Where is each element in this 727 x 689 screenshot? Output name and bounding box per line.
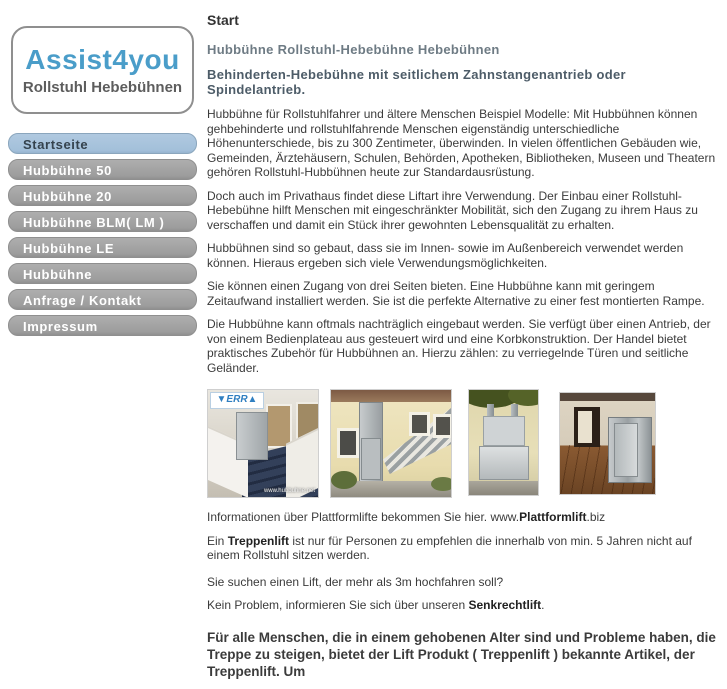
treppenlift-suffix: ist nur für Personen zu empfehlen die innerhalb von min. 5 Jahren nicht auf einem Rollstuhl sitzen werden. — [207, 533, 692, 562]
sidebar-item-anfrage-kontakt[interactable]: Anfrage / Kontakt — [8, 289, 197, 310]
treppenlift-prefix: Ein — [207, 533, 228, 548]
paragraph-antrieb: Die Hubbühne kann oftmals nachträglich eingebaut werden. Sie verfügt über einen Antrieb, der von einem Bedienplateau aus gesteuert wird und eine Korbkonstruktion. Der Handel bietet praktisches Zubehör für Hubbühnen an. Hierzu zählen: zu verriegelnde Türen und seitliche Geländer. — [207, 317, 711, 375]
sidebar-item-hubbuehne[interactable]: Hubbühne — [8, 263, 197, 284]
main-content — [207, 6, 720, 689]
sidebar-item-hubbuehne-20[interactable]: Hubbühne 20 — [8, 185, 197, 206]
info-prefix: Informationen über Plattformlifte bekommen Sie hier. www. — [207, 510, 520, 524]
site-logo[interactable] — [11, 26, 194, 114]
page-title: Start — [207, 12, 239, 28]
photo2-roof — [331, 390, 452, 402]
lift-question-line: Sie suchen einen Lift, der mehr als 3m hochfahren soll? — [207, 574, 504, 589]
senkrecht-suffix: . — [541, 598, 545, 612]
photo3-platform-box — [479, 446, 529, 480]
sidebar-item-hubbuehne-blm[interactable]: Hubbühne BLM( LM ) — [8, 211, 197, 232]
photo3-ground — [469, 481, 539, 495]
photo-outdoor-lift-staircase — [330, 389, 452, 498]
photo2-lift-gate — [361, 438, 381, 480]
treppenlift-link[interactable]: Treppenlift — [227, 533, 290, 548]
footer-bold-paragraph: Für alle Menschen, die in einem gehobenen Alter sind und Probleme haben, die Treppe zu steigen, bietet der Lift Produkt ( Treppenlift ) bekannte Artikel, der Treppenlift. Um — [207, 629, 716, 679]
sidebar-item-startseite[interactable]: Startseite — [8, 133, 197, 154]
photo2-bush — [331, 471, 357, 489]
paragraph-privathaus: Doch auch im Privathaus findet diese Liftart ihre Verwendung. Der Einbau einer Rollstuhl-Hebebühne hilft Menschen mit eingeschränkter Mobilität, sich den Zugang zu ihrem Haus zu verschaffen und damit ein Stück ihrer gewohnten Lebensqualität zu erhalten. — [207, 188, 698, 232]
photo2-bush — [431, 477, 452, 491]
sidebar — [8, 26, 197, 341]
sidebar-item-hubbuehne-50[interactable]: Hubbühne 50 — [8, 159, 197, 180]
paragraph-innen-aussen: Hubbühnen sind so gebaut, dass sie im Innen- sowie im Außenbereich verwendet werden können. Hieraus ergeben sich viele Verwendungsmöglichkeiten. — [207, 241, 684, 270]
photo-outdoor-lift-wall — [468, 389, 539, 496]
senkrechtlift-line — [207, 598, 720, 613]
info-suffix: .biz — [586, 510, 606, 524]
senkrechtlift-link[interactable]: Senkrechtlift — [468, 598, 542, 612]
senkrecht-prefix: Kein Problem, informieren Sie sich über unseren — [207, 598, 469, 612]
treppenlift-line — [207, 534, 720, 563]
paragraph-zugang: Sie können einen Zugang von drei Seiten bieten. Eine Hubbühne kann mit geringem Zeitaufwand installiert werden. Sie ist die perfekte Alternative zu einer fest montierten Rampe. — [207, 279, 705, 308]
subtitle-heading: Hubbühne Rollstuhl-Hebebühne Hebebühnen — [207, 42, 500, 57]
accent-heading: Behinderten-Hebebühne mit seitlichem Zahnstangenantrieb oder Spindelantrieb. — [207, 67, 626, 97]
sidebar-item-impressum[interactable]: Impressum — [8, 315, 197, 336]
paragraph-intro: Hubbühne für Rollstuhlfahrer und ältere Menschen Beispiel Modelle: Mit Hubbühnen können gehbehinderte und rollstuhlfahrende Menschen eigenständig unterschiedliche Höhenunterschiede, bis zu 300 Zentimeter, überwinden. In vielen öffentlichen Gebäuden wie, Gemeinden, Ärztehäusern, Schulen, Behörden, Apotheken, Bibliotheken, Museen und Theatern gehören Rollstuhl-Hubbühnen heute zur Standardausrüstung. — [207, 107, 716, 179]
photo4-lift-door — [614, 423, 638, 477]
plattformlift-link[interactable]: Plattformlift — [519, 510, 587, 524]
photo2-window — [409, 412, 430, 436]
plattformlift-info-line — [207, 510, 720, 525]
photo-indoor-lift-stairs — [207, 389, 319, 498]
photo4-lit-room — [578, 411, 592, 443]
logo-subtitle: Rollstuhl Hebebühnen — [22, 78, 183, 96]
photo3-panel — [483, 416, 525, 446]
photo-indoor-lift-wood-floor — [559, 392, 656, 495]
photo-strip — [207, 389, 720, 498]
photo1-watermark: www.hubbuhne.net — [263, 488, 315, 494]
verra-logo: ▼ERR▲ — [210, 392, 264, 409]
photo2-window — [433, 414, 452, 438]
logo-title: Assist4you — [25, 43, 180, 75]
photo1-platform-lift — [236, 412, 268, 460]
photo2-window — [337, 428, 359, 458]
sidebar-item-hubbuehne-le[interactable]: Hubbühne LE — [8, 237, 197, 258]
main-navigation — [8, 133, 197, 336]
